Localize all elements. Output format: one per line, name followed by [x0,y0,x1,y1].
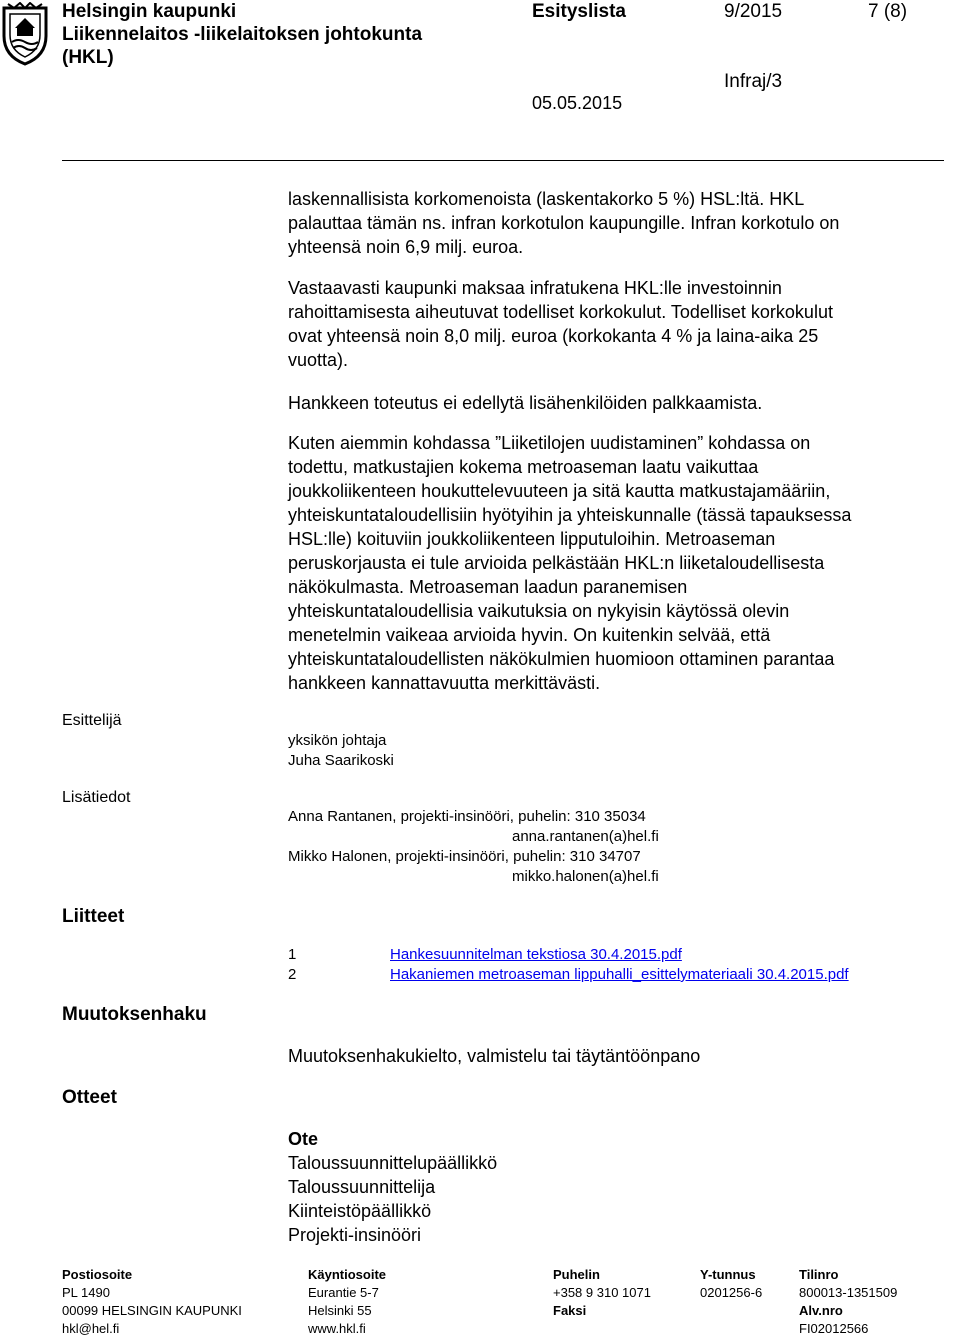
attachment-link[interactable]: Hakaniemen metroaseman lippuhalli_esittelymateriaali 30.4.2015.pdf [390,966,849,983]
footer-line: +358 9 310 1071 [553,1285,651,1300]
footer-heading: Faksi [553,1303,587,1318]
attachment-link[interactable]: Hankesuunnitelman tekstiosa 30.4.2015.pdf [390,946,682,963]
footer-line: PL 1490 [62,1285,110,1300]
paragraph-1 [288,187,948,259]
label-esittelija: Esittelijä [62,712,122,729]
attachment-number: 2 [288,966,297,983]
label-muutoksenhaku: Muutoksenhaku [62,1004,207,1025]
text-line: Hankkeen toteutus ei edellytä lisähenkilöiden palkkaamista. [288,393,763,413]
recipient: Projekti-insinööri [288,1225,422,1245]
text-line: rahoittamisesta aiheutuvat todelliset korkokulut. Todelliset korkokulut [288,302,833,322]
footer-heading: Käyntiosoite [308,1267,387,1282]
org-name: Helsingin kaupunki [62,1,237,22]
page-number: 7 (8) [868,1,908,22]
text-line: yhteiskuntataloudellisia vaikutuksia on nykyisin käytössä olevin [288,601,790,621]
footer-line: 800013-1351509 [799,1285,898,1300]
text-line: vuotta). [288,350,349,370]
header-divider [62,160,944,161]
text-line: laskennallisista korkomenoista (laskentakorko 5 %) HSL:ltä. HKL [288,189,805,209]
footer-line: 00099 HELSINGIN KAUPUNKI [62,1303,242,1318]
text-line: todettu, matkustajien kokema metroaseman laatu vaikuttaa [288,457,759,477]
text-line: HSL:lle) koituviin joukkoliikenteen lipputuloihin. Metroaseman [288,529,776,549]
footer-heading: Puhelin [553,1267,600,1282]
presenter-title: yksikön johtaja [288,732,387,749]
text-line: yhteensä noin 6,9 milj. euroa. [288,237,524,257]
text-line: Kuten aiemmin kohdassa ”Liiketilojen uudistaminen” kohdassa on [288,433,811,453]
paragraph-2 [288,276,948,372]
footer-heading: Y-tunnus [700,1267,756,1282]
footer-heading: Postiosoite [62,1267,133,1282]
label-lisatiedot: Lisätiedot [62,789,131,806]
presenter-name: Juha Saarikoski [288,752,394,769]
label-liitteet: Liitteet [62,906,125,927]
text-line: Vastaavasti kaupunki maksaa infratukena HKL:lle investoinnin [288,278,782,298]
case-id: Infraj/3 [724,71,783,92]
footer-line: www.hkl.fi [308,1321,366,1336]
text-line: joukkoliikenteen houkuttelevuuteen ja sitä kautta matkustajamääriin, [288,481,831,501]
attachment-number: 1 [288,946,297,963]
footer-business-id [700,1266,762,1302]
footer-line: hkl@hel.fi [62,1321,120,1336]
footer-line: 0201256-6 [700,1285,763,1300]
attachment-item [288,945,682,965]
appeal-text: Muutoksenhakukielto, valmistelu tai täytäntöönpano [288,1046,701,1066]
text-line: peruskorjausta ei tule arvioida pelkästään HKL:n liiketaloudellisesta [288,553,825,573]
text-line: hankkeen kannattavuutta merkittävästi. [288,673,601,693]
footer-postal [62,1266,242,1338]
extracts-heading: Ote [288,1129,319,1149]
text-line: menetelmin vaikeaa arvioida hyvin. On kuitenkin selvää, että [288,625,771,645]
recipient: Taloussuunnittelija [288,1177,436,1197]
meeting-date: 05.05.2015 [532,93,623,113]
org-abbrev: (HKL) [62,47,114,68]
footer-line: FI02012566 [799,1321,869,1336]
text-line: palauttaa tämän ns. infran korkotulon kaupungille. Infran korkotulo on [288,213,840,233]
text-line: yhteiskuntataloudellisiin hyötyihin ja yhteiskunnalle (tässä tapauksessa [288,505,852,525]
text-line: yhteiskuntataloudellisten näkökulmien huomioon ottaminen parantaa [288,649,835,669]
paragraph-3 [288,391,948,415]
contact-email: mikko.halonen(a)hel.fi [512,868,659,885]
footer-account [799,1266,897,1338]
meeting-number: 9/2015 [724,1,783,22]
contact-line: Mikko Halonen, projekti-insinööri, puhelin: 310 34707 [288,848,641,865]
org-board: Liikennelaitos -liikelaitoksen johtokunta [62,24,423,45]
extracts-recipients [288,1151,948,1247]
label-otteet: Otteet [62,1087,117,1108]
paragraph-4 [288,431,948,695]
footer-line: Eurantie 5-7 [308,1285,379,1300]
helsinki-crest-logo [0,2,50,66]
doc-type: Esityslista [532,1,626,22]
attachment-item [288,965,849,985]
recipient: Taloussuunnittelupäällikkö [288,1153,498,1173]
footer-visit [308,1266,386,1338]
footer-heading: Tilinro [799,1267,839,1282]
footer-phone [553,1266,651,1320]
contact-line: Anna Rantanen, projekti-insinööri, puhelin: 310 35034 [288,808,646,825]
text-line: ovat yhteensä noin 8,0 milj. euroa (korkokanta 4 % ja laina-aika 25 [288,326,819,346]
contact-email: anna.rantanen(a)hel.fi [512,828,659,845]
recipient: Kiinteistöpäällikkö [288,1201,432,1221]
footer-heading: Alv.nro [799,1303,843,1318]
text-line: näkökulmasta. Metroaseman laadun paranemisen [288,577,688,597]
footer-line: Helsinki 55 [308,1303,372,1318]
